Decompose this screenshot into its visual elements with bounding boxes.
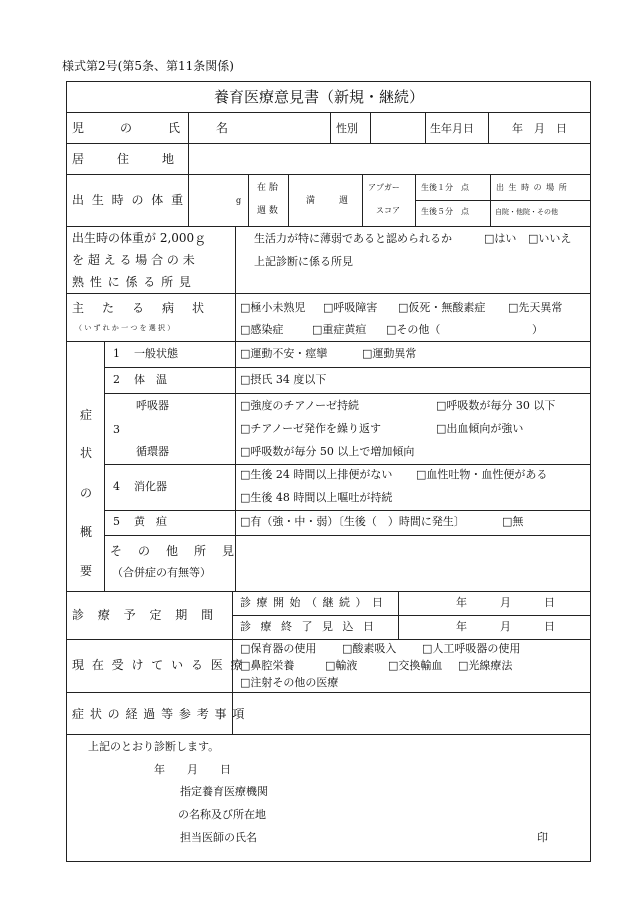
temp-no: 2 — [113, 373, 120, 386]
disease-asphyxia[interactable]: □仮死・無酸素症 — [398, 301, 486, 314]
apgar-label-1: アプガー — [368, 183, 400, 192]
resp-label: 呼吸器 — [136, 399, 169, 412]
care-ventilator-checkbox[interactable]: □人工呼吸器の使用 — [422, 642, 521, 655]
disease-other-close: ） — [532, 323, 543, 336]
birth-place-options[interactable]: 自院・他院・その他 — [495, 208, 558, 216]
disease-infection[interactable]: □感染症 — [240, 323, 284, 336]
institution-label-2: の名称及び所在地 — [178, 808, 266, 821]
weak-yes-checkbox[interactable]: □はい — [484, 232, 517, 245]
child-name-field[interactable] — [189, 113, 329, 142]
temp-low-checkbox[interactable]: □摂氏 34 度以下 — [240, 373, 327, 386]
institution-label-1: 指定養育医療機関 — [180, 785, 268, 798]
form-title: 養育医療意見書（新規・継続） — [214, 88, 425, 106]
disease-other[interactable]: □その他（ — [386, 323, 441, 336]
disease-jaundice[interactable]: □重症黄疸 — [312, 323, 367, 336]
seal-mark: 印 — [537, 831, 548, 844]
dob-label: 生年月日 — [430, 122, 474, 135]
temp-label: 体 温 — [134, 373, 167, 386]
apgar-label-2: スコア — [376, 206, 400, 215]
gestation-week: 週 — [339, 196, 349, 206]
general-restless-checkbox[interactable]: □運動不安・痙攣 — [240, 347, 328, 360]
dig-label: 消化器 — [134, 480, 167, 493]
gestation-man: 満 — [306, 196, 316, 206]
address-field[interactable] — [189, 144, 590, 173]
other-findings-label-1: そ の 他 所 見 — [110, 544, 237, 558]
symptoms-side-label-2: 状 — [80, 446, 93, 460]
disease-congenital[interactable]: □先天異常 — [508, 301, 563, 314]
resp-rate-high-checkbox[interactable]: □呼吸数が毎分 50 以上で増加傾向 — [240, 445, 415, 458]
gestation-label-2: 週 数 — [257, 206, 278, 216]
jaun-no-checkbox[interactable]: □無 — [502, 515, 524, 528]
main-disease-label: 主 た る 病 状 — [72, 301, 208, 315]
address-label: 居 住 地 — [72, 152, 178, 166]
current-care-label: 現 在 受 け て い る 医 療 — [72, 658, 245, 672]
circ-bleeding-checkbox[interactable]: □出血傾向が強い — [436, 422, 524, 435]
care-exchange-transfusion-checkbox[interactable]: □交換輸血 — [388, 659, 443, 672]
circ-label: 循環器 — [136, 445, 169, 458]
symptoms-side-label-5: 要 — [80, 564, 93, 578]
disease-respiratory[interactable]: □呼吸障害 — [323, 301, 378, 314]
birth-weight-unit: g — [236, 196, 242, 205]
sex-label: 性別 — [336, 122, 358, 135]
form-number: 様式第2号(第5条、第11条関係) — [62, 59, 234, 73]
apgar-5min[interactable]: 生後５分 点 — [421, 207, 469, 216]
general-motor-checkbox[interactable]: □運動異常 — [362, 347, 417, 360]
treatment-start-label: 診 療 開 始 （ 継 続 ） 日 — [240, 596, 384, 609]
over2000-label-1: 出生時の体重が 2,000ｇ — [72, 231, 207, 245]
footer-date[interactable]: 年 月 日 — [154, 763, 231, 776]
treatment-period-label: 診 療 予 定 期 間 — [72, 608, 219, 622]
birth-weight-label: 出 生 時 の 体 重 — [72, 193, 186, 207]
diagnosis-statement: 上記のとおり診断します。 — [88, 740, 220, 753]
other-findings-field[interactable] — [236, 536, 590, 590]
care-incubator-checkbox[interactable]: □保育器の使用 — [240, 642, 317, 655]
jaun-yes-checkbox[interactable]: □有（強・中・弱）〔生後（ ）時間に発生〕 — [240, 515, 465, 528]
care-nasal-feeding-checkbox[interactable]: □鼻腔栄養 — [240, 659, 295, 672]
symptoms-side-label-4: 概 — [80, 525, 93, 539]
treatment-end-label: 診 療 終 了 見 込 日 — [240, 620, 377, 633]
weak-question: 生活力が特に薄弱であると認められるか — [254, 232, 452, 245]
doctor-name-label: 担当医師の氏名 — [180, 831, 257, 844]
over2000-label-3: 熟 性 に 係 る 所 見 — [72, 275, 192, 289]
symptoms-side-label-1: 症 — [80, 408, 93, 422]
disease-very-low-birth[interactable]: □極小未熟児 — [240, 301, 306, 314]
resp-no: 3 — [113, 423, 120, 436]
apgar-1min[interactable]: 生後１分 点 — [421, 183, 469, 192]
gestation-label-1: 在 胎 — [257, 183, 278, 193]
dig-no-stool-checkbox[interactable]: □生後 24 時間以上排便がない — [240, 468, 393, 481]
other-findings-label-2: （合併症の有無等） — [112, 566, 211, 579]
dig-no: 4 — [113, 480, 120, 493]
care-oxygen-checkbox[interactable]: □酸素吸入 — [342, 642, 397, 655]
symptoms-side-label-3: の — [80, 486, 93, 500]
weak-no-checkbox[interactable]: □いいえ — [528, 232, 572, 245]
resp-rate-low-checkbox[interactable]: □呼吸数が毎分 30 以下 — [436, 399, 556, 412]
jaun-label: 黄 疸 — [134, 515, 167, 528]
course-field[interactable] — [233, 693, 590, 733]
care-injection-checkbox[interactable]: □注射その他の医療 — [240, 676, 339, 689]
general-no: 1 — [113, 347, 120, 360]
dig-bloody-checkbox[interactable]: □血性吐物・血性便がある — [416, 468, 548, 481]
resp-cyanosis-attack-checkbox[interactable]: □チアノーゼ発作を繰り返す — [240, 422, 381, 435]
dob-value[interactable]: 年 月 日 — [512, 122, 567, 135]
treatment-start-date[interactable]: 年 月 日 — [456, 596, 555, 609]
dig-vomit-checkbox[interactable]: □生後 48 時間以上嘔吐が持続 — [240, 491, 393, 504]
child-name-label: 児 の 氏 名 — [72, 121, 241, 135]
resp-cyanosis-checkbox[interactable]: □強度のチアノーゼ持続 — [240, 399, 359, 412]
treatment-end-date[interactable]: 年 月 日 — [456, 620, 555, 633]
jaun-no: 5 — [113, 515, 120, 528]
sex-field[interactable] — [371, 113, 424, 142]
care-infusion-checkbox[interactable]: □輸液 — [325, 659, 358, 672]
care-phototherapy-checkbox[interactable]: □光線療法 — [458, 659, 513, 672]
course-label: 症 状 の 経 過 等 参 考 事 項 — [72, 707, 246, 721]
finding-label: 上記診断に係る所見 — [254, 255, 353, 268]
general-label: 一般状態 — [134, 347, 178, 360]
birth-place-label: 出 生 時 の 場 所 — [496, 183, 568, 192]
over2000-label-2: を 超 え る 場 合 の 未 — [72, 253, 195, 267]
main-disease-note: （ い ず れ か 一 つ を 選 択 ） — [75, 324, 175, 332]
